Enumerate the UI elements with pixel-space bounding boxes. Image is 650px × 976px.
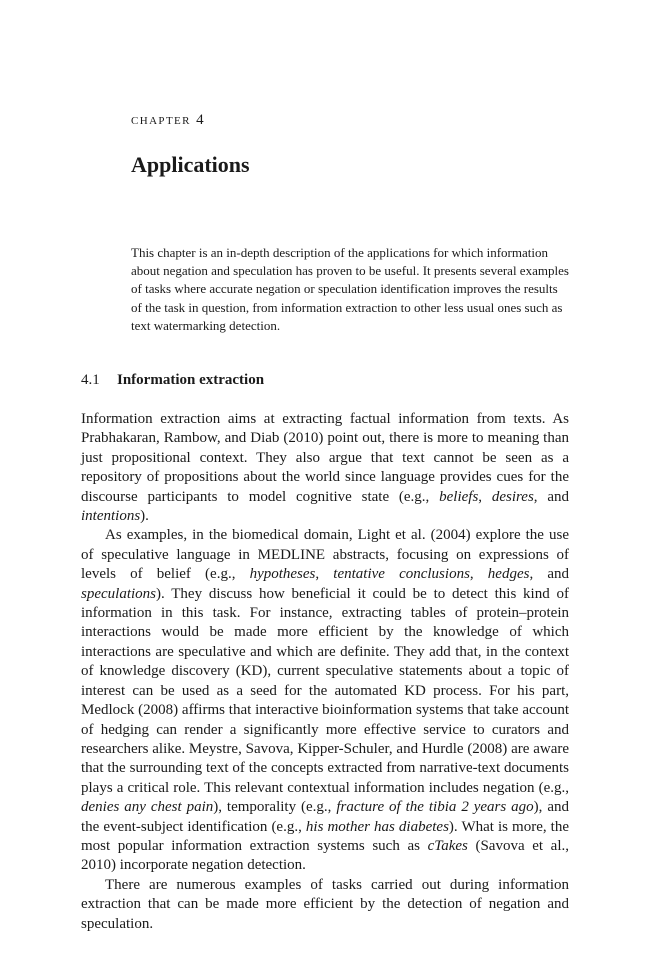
section-number: 4.1: [81, 372, 100, 388]
body-text: [81, 410, 569, 934]
section-heading: [81, 372, 264, 389]
section-title: Information extraction: [117, 372, 265, 388]
paragraph: There are numerous examples of tasks carried out during information extraction that can be made more efficient by the detection of negation and speculation.: [81, 876, 569, 932]
paragraph: As examples, in the biomedical domain, Light et al. (2004) explore the use of speculative language in MEDLINE abstracts, focusing on expressions of levels of belief (e.g., hypotheses, tentative conclusions, hedges, and speculations). They discuss how beneficial it could be to detect this kind of information in this task. For instance, extracting tables of protein–protein interactions would be made more efficient by the knowledge of which interactions are speculative and which are definite. They add that, in the context of knowledge discovery (KD), current speculative statements about a topic of interest can be used as a seed for the automated KD process. For his part, Medlock (2008) affirms that interactive bioinformation systems that take account of hedging can render a significantly more effective service to curators and researchers alike. Meystre, Savova, Kipper-Schuler, and Hurdle (2008) are aware that the surrounding text of the concepts extracted from narrative-text documents plays a critical role. This relevant contextual information includes negation (e.g., denies any chest pain), temporality (e.g., fracture of the tibia 2 years ago), and the event-subject identification (e.g., his mother has diabetes). What is more, the most popular information extraction systems such as cTakes (Savova et al., 2010) incorporate negation detection.: [81, 527, 570, 874]
chapter-abstract: This chapter is an in-depth description of the applications for which information about negation and speculation has proven to be useful. It presents several examples of tasks where accurate negation or speculation identification improves the results of the task in question, from information extraction to other less usual ones such as text watermarking detection.: [131, 245, 569, 333]
chapter-title: Applications: [131, 152, 250, 177]
paragraph: Information extraction aims at extracting factual information from texts. As Prabhakaran, Rambow, and Diab (2010) point out, there is more to meaning than just propositional context. They also argue that text cannot be seen as a repository of propositions about the world since language provides cues for the discourse participants to model cognitive state (e.g., beliefs, desires, and intentions).: [81, 411, 570, 525]
chapter-label: chapter 4: [131, 112, 205, 128]
